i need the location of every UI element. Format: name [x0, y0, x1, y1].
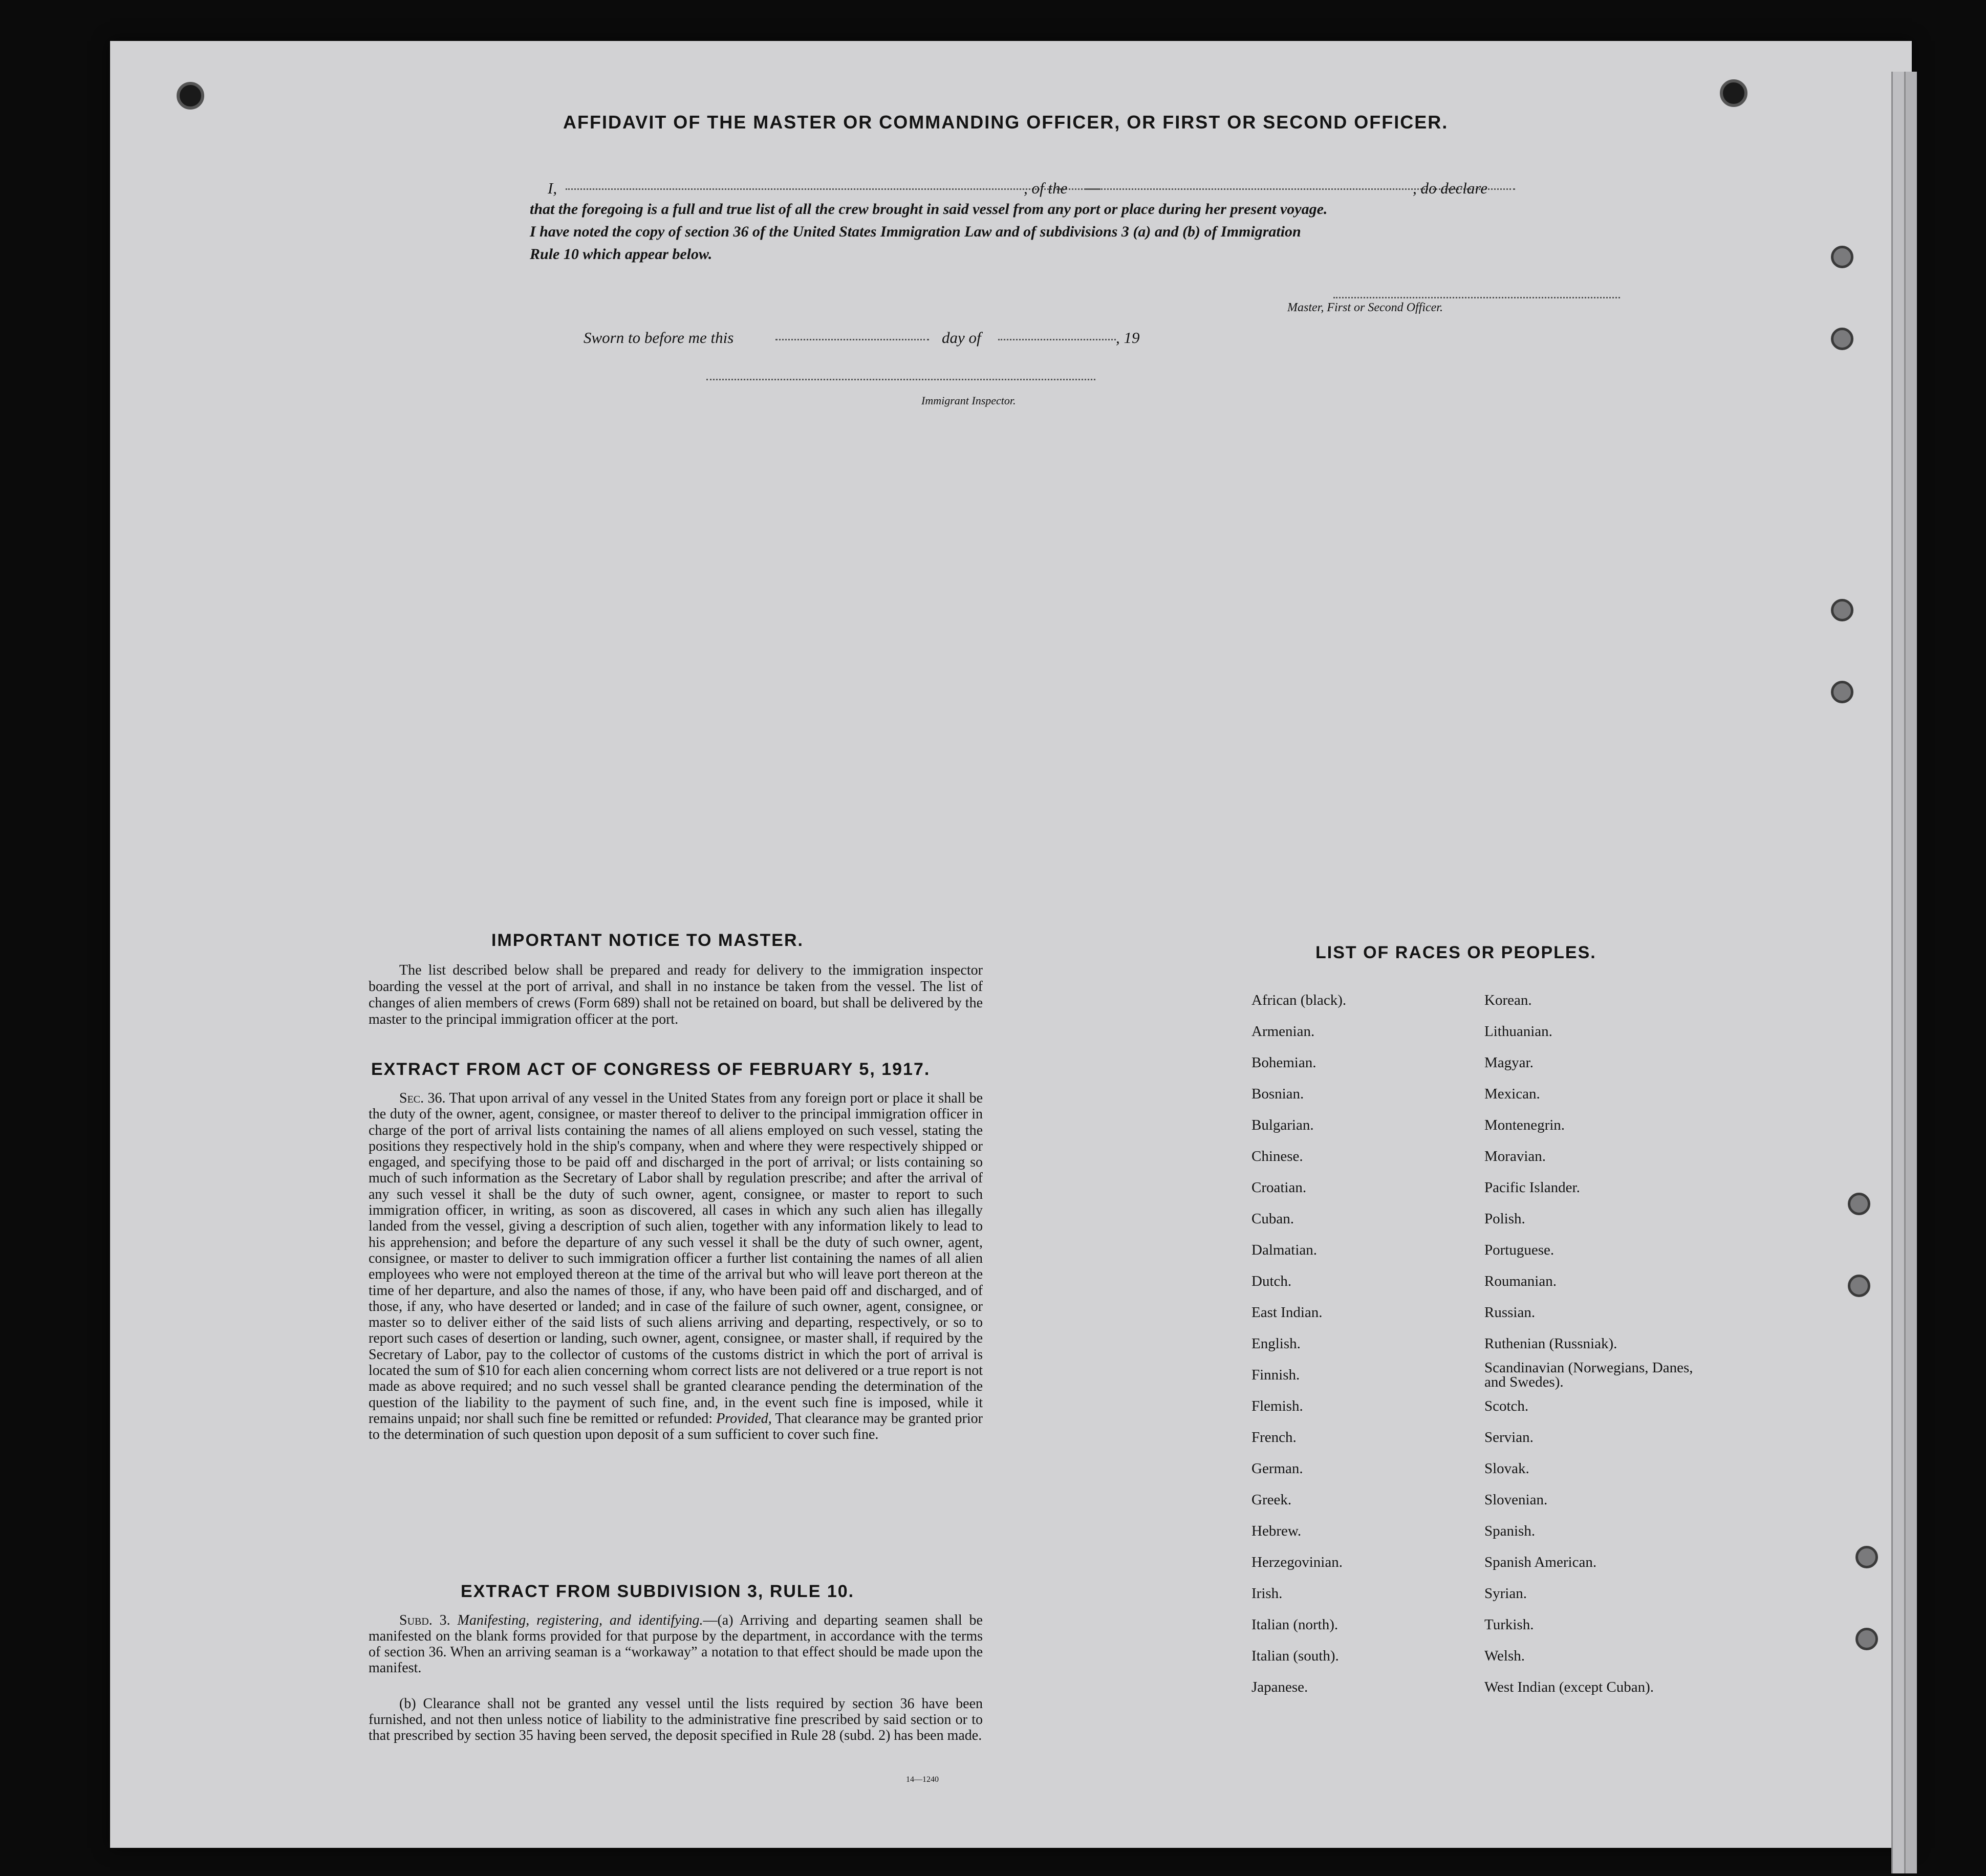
race-item: Slovak.	[1484, 1460, 1529, 1477]
affidavit-i-label: I,	[548, 179, 557, 197]
race-item: Dutch.	[1251, 1273, 1292, 1289]
race-item: Slovenian.	[1484, 1492, 1548, 1508]
act-extract-title: EXTRACT FROM ACT OF CONGRESS OF FEBRUARY 5, 1917.	[371, 1060, 931, 1079]
sworn-month-line	[998, 339, 1116, 340]
race-item: Portuguese.	[1484, 1242, 1555, 1258]
race-item: Syrian.	[1484, 1585, 1527, 1602]
affidavit-line-4: Rule 10 which appear below.	[530, 246, 713, 263]
race-item: Italian (south).	[1251, 1648, 1339, 1664]
name-field-line	[566, 188, 1100, 190]
race-item: Croatian.	[1251, 1179, 1307, 1196]
punch-hole-icon	[1855, 1546, 1878, 1568]
punch-hole-icon	[1831, 599, 1853, 621]
race-item: Mexican.	[1484, 1086, 1540, 1102]
punch-hole-icon	[1720, 79, 1747, 107]
race-item: Irish.	[1251, 1585, 1283, 1602]
section-label: Sec. 36.	[399, 1090, 446, 1106]
affidavit-title: AFFIDAVIT OF THE MASTER OR COMMANDING OFFICER, OR FIRST OR SECOND OFFICER.	[563, 112, 1449, 133]
punch-hole-icon	[1855, 1628, 1878, 1650]
para-a-text: —(a) Arriving and departing seamen shall be manifested on the blank forms provided for that purpose by the department, in accordance with the terms of section 36. When an arriving seaman is a “workaway” a notation to that effect should be made upon the manifest.	[369, 1612, 983, 1676]
race-item: Russian.	[1484, 1304, 1536, 1321]
race-item: Roumanian.	[1484, 1273, 1557, 1289]
punch-hole-icon	[1831, 328, 1853, 350]
race-item: Finnish.	[1251, 1367, 1300, 1383]
race-item: Welsh.	[1484, 1648, 1525, 1664]
race-item: Servian.	[1484, 1429, 1534, 1446]
punch-hole-icon	[1848, 1275, 1870, 1297]
punch-hole-icon	[1831, 681, 1853, 703]
notice-body: The list described below shall be prepared and ready for delivery to the immigration inspector boarding the vessel at the port of arrival, and shall in no instance be taken from the vessel. The list of changes of alien members of crews (Form 689) shall not be retained on board, but shall be delivered by the master to the principal immigration officer at the port.	[369, 962, 983, 1027]
race-item: English.	[1251, 1335, 1301, 1352]
race-item: Turkish.	[1484, 1616, 1534, 1633]
inspector-signature-line	[706, 379, 1095, 380]
signature-line	[1333, 297, 1620, 298]
act-text: That upon arrival of any vessel in the United States from any foreign port or place it shall be the duty of the owner, agent, consignee, or master thereof to deliver to the principal immigration officer in charge of the port of arrival lists containing the names of all aliens employed on such vessel, stating the positions they respectively hold in the ship's company, when and where they were respectively shipped or engaged, and specifying those to be paid off and discharged in the port of arrival; or lists containing so much of such information as the Secretary of Labor shall by regulation prescribe; and after the arrival of any such vessel it shall be the duty of such owner, agent, consignee, or master to report to such immigration officer, in writing, as soon as discovered, all cases in which any such alien has illegally landed from the vessel, giving a description of such alien, together with any information likely to lead to his apprehension; and before the departure of any such vessel it shall be the duty of such owner, agent, consignee, or master to deliver to such immigration officer a further list containing the names of all alien employees who were not employed thereon at the time of the arrival but who will leave port thereon at the time of her departure, and also the names of those, if any, who have been paid off and discharged, and of those, if any, who have deserted or landed; and in case of the failure of such owner, agent, consignee, or master so to deliver either of the said lists of such aliens arriving and departing, respectively, or so to report such cases of desertion or landing, such owner, agent, consignee, or master shall, if required by the Secretary of Labor, pay to the collector of customs of the customs district in which the port of arrival is located the sum of $10 for each alien concerning whom correct lists are not delivered or a true report is not made as above required; and no such vessel shall be granted clearance pending the determination of the question of the liability to the payment of such fine, and, in the event such fine is imposed, while it remains unpaid; nor shall such fine be remitted or refunded:	[369, 1090, 983, 1427]
rule-extract-title: EXTRACT FROM SUBDIVISION 3, RULE 10.	[461, 1582, 855, 1601]
race-item: Herzegovinian.	[1251, 1554, 1343, 1570]
race-item: Korean.	[1484, 992, 1532, 1008]
inspector-caption: Immigrant Inspector.	[921, 394, 1016, 407]
day-of-label: day of	[942, 329, 981, 347]
act-extract-body	[369, 1090, 983, 1443]
race-item: Ruthenian (Russniak).	[1484, 1335, 1617, 1352]
punch-hole-icon	[177, 82, 204, 110]
rule-para-a	[369, 1612, 983, 1676]
sworn-day-line	[775, 339, 929, 340]
affidavit-of-the-label: , of the	[1024, 179, 1068, 197]
document-page	[110, 41, 1912, 1848]
race-item: Bosnian.	[1251, 1086, 1304, 1102]
affidavit-declare-label: , do declare	[1413, 179, 1488, 197]
punch-hole-icon	[1831, 246, 1853, 268]
sworn-label: Sworn to before me this	[584, 329, 734, 347]
race-item: Polish.	[1484, 1211, 1525, 1227]
page-edge	[1891, 72, 1904, 1873]
act-text-end: That clearance may be granted prior to the determination of such question upon deposit of a sum sufficient to cover such fine.	[369, 1410, 983, 1443]
race-item: Scotch.	[1484, 1398, 1529, 1414]
signature-caption: Master, First or Second Officer.	[1287, 301, 1443, 314]
races-title: LIST OF RACES OR PEOPLES.	[1315, 943, 1596, 962]
race-item: Magyar.	[1484, 1054, 1534, 1071]
race-item: Dalmatian.	[1251, 1242, 1318, 1258]
race-item: Scandinavian (Norwegians, Danes, and Swedes).	[1484, 1360, 1693, 1390]
race-item: Moravian.	[1484, 1148, 1546, 1165]
race-item: French.	[1251, 1429, 1297, 1446]
race-item: Spanish American.	[1484, 1554, 1597, 1570]
race-item: Armenian.	[1251, 1023, 1315, 1040]
race-item: Japanese.	[1251, 1679, 1308, 1695]
race-item: German.	[1251, 1460, 1303, 1477]
punch-hole-icon	[1848, 1193, 1870, 1215]
race-item: Cuban.	[1251, 1211, 1294, 1227]
race-item: Bohemian.	[1251, 1054, 1316, 1071]
affidavit-line-2: that the foregoing is a full and true list of all the crew brought in said vessel from any port or place during her present voyage.	[530, 201, 1328, 218]
subdivision-label: Subd. 3.	[399, 1612, 450, 1628]
provided-label: Provided,	[716, 1410, 772, 1427]
race-item: Chinese.	[1251, 1148, 1303, 1165]
race-item: Bulgarian.	[1251, 1117, 1314, 1133]
form-number: 14—1240	[906, 1775, 939, 1784]
race-item: West Indian (except Cuban).	[1484, 1679, 1654, 1695]
subdivision-title: Manifesting, registering, and identifying.	[457, 1612, 703, 1628]
race-item: Montenegrin.	[1484, 1117, 1565, 1133]
race-item: Spanish.	[1484, 1523, 1536, 1539]
race-item: East Indian.	[1251, 1304, 1323, 1321]
notice-title: IMPORTANT NOTICE TO MASTER.	[491, 931, 804, 950]
race-item: African (black).	[1251, 992, 1347, 1008]
affidavit-line-3: I have noted the copy of section 36 of the United States Immigration Law and of subdivisions 3 (a) and (b) of Immigration	[530, 223, 1301, 240]
race-item: Hebrew.	[1251, 1523, 1302, 1539]
race-item: Greek.	[1251, 1492, 1292, 1508]
race-item: Flemish.	[1251, 1398, 1303, 1414]
page-edge	[1904, 72, 1917, 1873]
year-label: , 19	[1116, 329, 1140, 347]
race-item: Italian (north).	[1251, 1616, 1339, 1633]
rule-para-b: (b) Clearance shall not be granted any vessel until the lists required by section 36 have been furnished, and not then unless notice of liability to the administrative fine prescribed by said section or to that prescribed by section 35 having been served, the deposit specified in Rule 28 (subd. 2) has been made.	[369, 1696, 983, 1743]
race-item: Pacific Islander.	[1484, 1179, 1580, 1196]
race-item: Lithuanian.	[1484, 1023, 1552, 1040]
